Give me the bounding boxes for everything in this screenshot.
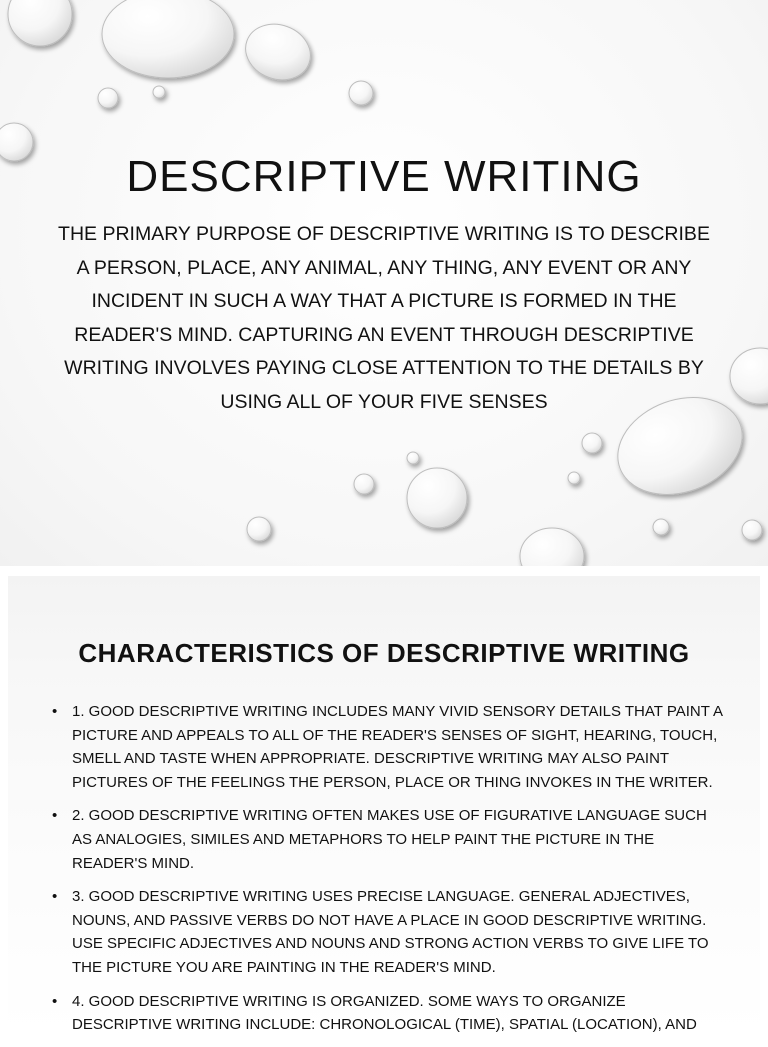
water-drop bbox=[653, 519, 669, 535]
water-drop bbox=[238, 15, 318, 88]
water-drop bbox=[8, 0, 72, 46]
water-drop bbox=[582, 433, 602, 453]
water-drop bbox=[102, 0, 234, 78]
list-item-text: 3. GOOD DESCRIPTIVE WRITING USES PRECISE LANGUAGE. GENERAL ADJECTIVES, NOUNS, AND PASSIVE VERBS DO NOT HAVE A PLACE IN GOOD DESCRIPTIVE WRITING. USE SPECIFIC ADJECTIVES AND NOUNS AND STRONG ACTION VERBS TO GIVE LIFE TO THE PICTURE YOU ARE PAINTING IN THE READER'S MIND. bbox=[72, 888, 709, 976]
bullet-icon: • bbox=[52, 703, 58, 720]
bullet-icon: • bbox=[52, 888, 58, 906]
list-item bbox=[48, 885, 728, 979]
characteristics-list bbox=[48, 700, 728, 1047]
slide-body-text: THE PRIMARY PURPOSE OF DESCRIPTIVE WRITING IS TO DESCRIBE A PERSON, PLACE, ANY ANIMAL, ANY THING, ANY EVENT OR ANY INCIDENT IN SUCH A WAY THAT A PICTURE IS FORMED IN THE READER'S MIND. CAPTURING AN EVENT THROUGH DESCRIPTIVE WRITING INVOLVES PAYING CLOSE ATTENTION TO THE DETAILS BY USING ALL OF YOUR FIVE SENSES bbox=[58, 223, 710, 413]
water-drop bbox=[98, 88, 118, 108]
slide-separator bbox=[0, 566, 768, 576]
water-drop bbox=[153, 86, 165, 98]
list-item-text: 2. GOOD DESCRIPTIVE WRITING OFTEN MAKES USE OF FIGURATIVE LANGUAGE SUCH AS ANALOGIES, SIMILES AND METAPHORS TO HELP PAINT THE PICTURE IN THE READER'S MIND. bbox=[72, 807, 707, 872]
bullet-icon: • bbox=[52, 992, 58, 1010]
list-item bbox=[48, 700, 728, 794]
water-drop bbox=[730, 348, 768, 404]
water-drop bbox=[407, 468, 467, 528]
water-drop bbox=[407, 452, 419, 464]
list-item bbox=[48, 990, 728, 1037]
water-drop bbox=[354, 474, 374, 494]
water-drop bbox=[349, 81, 373, 105]
water-drop bbox=[742, 520, 762, 540]
water-drop bbox=[247, 517, 271, 541]
slide-title: DESCRIPTIVE WRITING bbox=[126, 152, 642, 201]
list-item bbox=[48, 804, 728, 875]
list-item-text: 4. GOOD DESCRIPTIVE WRITING IS ORGANIZED. SOME WAYS TO ORGANIZE DESCRIPTIVE WRITING INCLUDE: CHRONOLOGICAL (TIME), SPATIAL (LOCATION), AND bbox=[72, 992, 697, 1034]
water-drop bbox=[568, 472, 580, 484]
slide-title: CHARACTERISTICS OF DESCRIPTIVE WRITING bbox=[78, 638, 690, 668]
list-item-text: 1. GOOD DESCRIPTIVE WRITING INCLUDES MANY VIVID SENSORY DETAILS THAT PAINT A PICTURE AND APPEALS TO ALL OF THE READER'S SENSES OF SIGHT, HEARING, TOUCH, SMELL AND TASTE WHEN APPROPRIATE. DESCRIPTIVE WRITING MAY ALSO PAINT PICTURES OF THE FEELINGS THE PERSON, PLACE OR THING INVOKES IN THE WRITER. bbox=[72, 703, 723, 791]
bullet-icon: • bbox=[52, 807, 58, 825]
slide-characteristics bbox=[8, 576, 760, 1036]
